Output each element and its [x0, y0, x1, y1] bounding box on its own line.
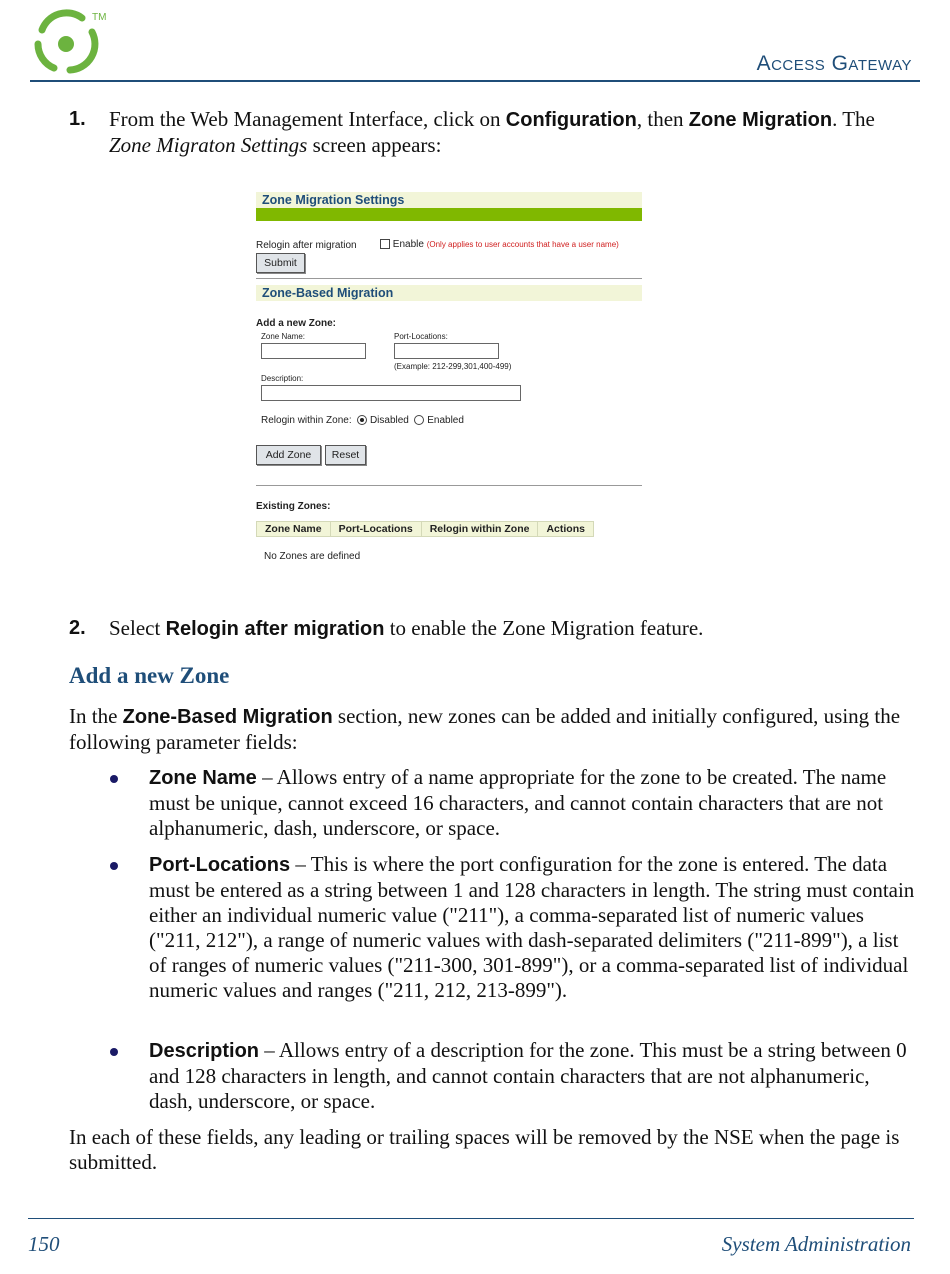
list-item: Zone Name – Allows entry of a name appropriate for the zone to be created. The name must be unique, cannot exceed 16 characters, and cannot contain characters that are not alphanumeric, dash, underscore, or space. [110, 765, 915, 841]
description-input[interactable] [261, 385, 521, 401]
submit-button[interactable]: Submit [256, 253, 305, 273]
add-zone-button[interactable]: Add Zone [256, 445, 321, 465]
port-example: (Example: 212-299,301,400-499) [394, 362, 512, 371]
section-heading: Add a new Zone [69, 663, 230, 688]
company-logo [30, 8, 110, 76]
step-1-number: 1. [69, 108, 86, 130]
bullet-icon [110, 1048, 118, 1056]
header-title: Access Gateway [756, 52, 912, 75]
column-header: Relogin within Zone [421, 522, 538, 537]
bullet-icon [110, 775, 118, 783]
column-header: Port-Locations [330, 522, 421, 537]
bullet-term: Port-Locations [149, 854, 291, 876]
header-divider [30, 80, 920, 82]
reset-button[interactable]: Reset [325, 445, 366, 465]
page-number: 150 [28, 1232, 60, 1256]
zone-based-migration-term: Zone-Based Migration [122, 706, 333, 728]
empty-zones-message: No Zones are defined [264, 551, 361, 562]
column-header: Actions [538, 522, 594, 537]
relogin-after-migration-label: Relogin after migration [256, 240, 357, 251]
list-item: Port-Locations – This is where the port configuration for the zone is entered. The data must be entered as a string between 1 and 128 characters in length. The string must contain either an individual numeric value ("211"), a comma-separated list of numeric values ("211, 212"), a range of numeric values with dash-separated delimiters ("211-899"), a list of ranges of numeric values ("211-300, 301-899"), or a comma-separated list of individual numeric values and ranges ("211, 212, 213-899"). [110, 852, 915, 1003]
relogin-within-zone-label: Relogin within Zone: [261, 415, 352, 426]
relogin-within-zone-row [261, 415, 464, 426]
configuration-term: Configuration [505, 109, 637, 131]
port-locations-label: Port-Locations: [394, 332, 448, 341]
screen-name: Zone Migraton Settings [109, 133, 308, 157]
add-new-zone-label: Add a new Zone: [256, 318, 336, 329]
enable-label: Enable [392, 239, 424, 250]
divider [256, 485, 642, 486]
intro-paragraph: In the Zone-Based Migration section, new zones can be added and initially configured, using the following parameter fields: [69, 704, 901, 754]
disabled-radio[interactable] [357, 415, 367, 425]
column-header: Zone Name [257, 522, 331, 537]
enable-note: (Only applies to user accounts that have a user name) [426, 240, 619, 249]
description-label: Description: [261, 374, 304, 383]
logo-trademark: TM [92, 12, 107, 23]
zone-migration-screenshot [256, 192, 642, 572]
port-locations-input[interactable] [394, 343, 499, 359]
zone-migration-term: Zone Migration [688, 109, 833, 131]
bullet-term: Zone Name [149, 767, 257, 789]
bullet-icon [110, 862, 118, 870]
zone-name-label: Zone Name: [261, 332, 306, 341]
closing-paragraph: In each of these fields, any leading or trailing spaces will be removed by the NSE when the page is submitted. [69, 1125, 900, 1174]
relogin-term: Relogin after migration [165, 618, 385, 640]
enable-checkbox-row[interactable] [380, 239, 619, 250]
list-item: Description – Allows entry of a description for the zone. This must be a string between 0 and 128 characters in length, and cannot contain characters that are not alphanumeric, dash, underscore, or space. [110, 1038, 915, 1114]
existing-zones-table [256, 521, 594, 537]
divider [256, 278, 642, 279]
enabled-radio[interactable] [414, 415, 424, 425]
footer-title: System Administration [721, 1232, 911, 1256]
green-bar [256, 208, 642, 221]
enable-checkbox[interactable] [380, 239, 390, 249]
bullet-term: Description [149, 1040, 260, 1062]
step-1: 1. From the Web Management Interface, click on Configuration, then Zone Migration. The Zone Migraton Settings screen appears: [69, 107, 875, 157]
existing-zones-label: Existing Zones: [256, 501, 331, 512]
settings-title: Zone Migration Settings [256, 192, 642, 208]
zone-based-migration-title: Zone-Based Migration [256, 285, 642, 301]
footer-divider [28, 1218, 914, 1219]
disabled-label: Disabled [369, 415, 409, 426]
step-2-number: 2. [69, 617, 86, 639]
zone-name-input[interactable] [261, 343, 366, 359]
enabled-label: Enabled [427, 415, 464, 426]
step-2: 2. Select Relogin after migration to enable the Zone Migration feature. [69, 616, 704, 640]
